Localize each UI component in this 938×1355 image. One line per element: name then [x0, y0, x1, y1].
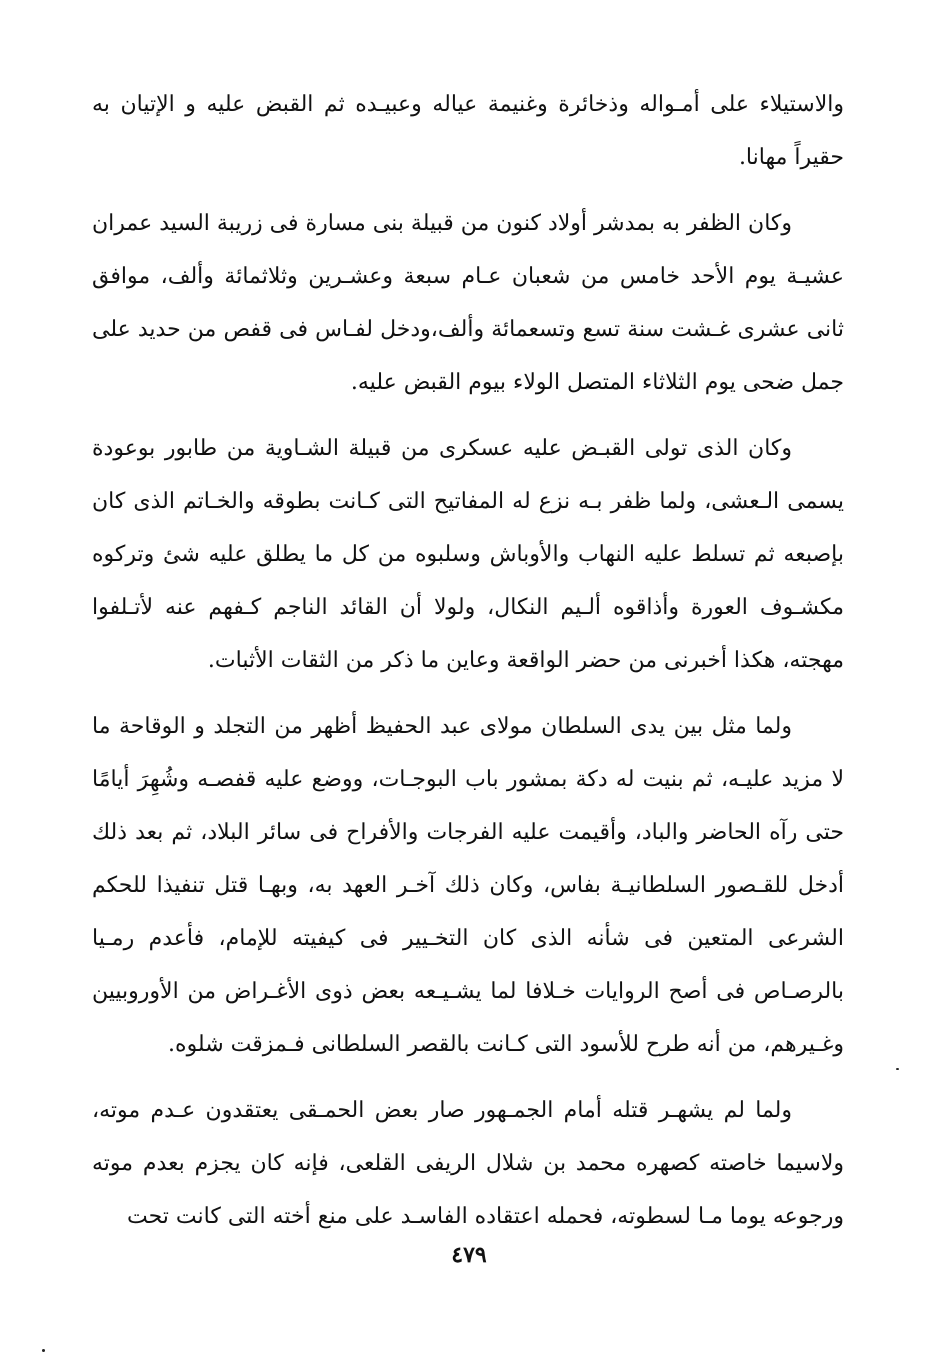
page-number: ٤٧٩	[451, 1242, 487, 1268]
paragraph-4: ولما مثل بين يدى السلطان مولاى عبد الحفيظ أظهر من التجلد و الوقاحة ما لا مزيد عليـه، ثم بنيت له دكة بمشور باب البوجـات، ووضع عليه قفصـه وشُهِرَ أيامًا حتى رآه الحاضر والباد، وأقيمت عليه الفرجات والأفراح فى سائر البلاد، ثم بعد ذلك أدخل للقـصور السلطانيـة بفاس، وكان ذلك آخـر العهد به، وبهـا قتل تنفيذا للحكم الشرعى المتعين فى شأنه الذى كان التخـيير فى كيفيته للإمام، فأعدم رمـيا بالرصـاص فى أصح الروايات خـلافا لما يشـيـعه بعض ذوى الأغـراض من الأوروبيين وغـيرهم، من أنه طرح للأسود التى كـانت بالقصر السلطانى فـمزقت شلوه.	[92, 714, 844, 1057]
scan-speck	[896, 1068, 899, 1070]
body-text	[92, 78, 844, 1243]
paragraph-5: ولما لم يشهـر قتله أمام الجمـهور صار بعض الحمـقى يعتقدون عـدم موته، ولاسيما خاصته كصهره محمد بن شلال الريفى القلعى، فإنه كان يجزم بعدم موته ورجوعه يوما مـا لسطوته، فحمله اعتقاده الفاسـد على منع أخته التى كانت تحت	[92, 1098, 844, 1229]
paragraph-1: والاستيلاء على أمـواله وذخائرة وغنيمة عياله وعبيـده ثم القبض عليه و الإتيان به حقيراً مهانا.	[92, 92, 844, 170]
paragraph-2: وكان الظفر به بمدشر أولاد كنون من قبيلة بنى مسارة فى زريبة السيد عمران عشيـة يوم الأحد خامس من شعبان عـام سبعة وعشـرين وثلاثمائة وألف، موافق ثانى عشرى غـشت سنة تسع وتسعمائة وألف،ودخل لفـاس فى قفص من حديد على جمل ضحى يوم الثلاثاء المتصل الولاء بيوم القبض عليه.	[92, 211, 844, 395]
paragraph-3: وكان الذى تولى القبـض عليه عسكرى من قبيلة الشـاوية من طابور بوعودة يسمى الـعشى، ولما ظفر بـه نزع له المفاتيح التى كـانت بطوقه والخـاتم الذى كان بإصبعه ثم تسلط عليه النهاب والأوباش وسلبوه من كل ما يطلق عليه شئ وتركوه مكشـوف العورة وأذاقوه ألـيم النكال، ولولا أن القائد الناجم كـفهم عنه لأتـلفوا مهجته، هكذا أخبرنى من حضر الواقعة وعاين ما ذكر من الثقات الأثبات.	[92, 436, 844, 673]
scan-speck	[42, 1349, 45, 1352]
